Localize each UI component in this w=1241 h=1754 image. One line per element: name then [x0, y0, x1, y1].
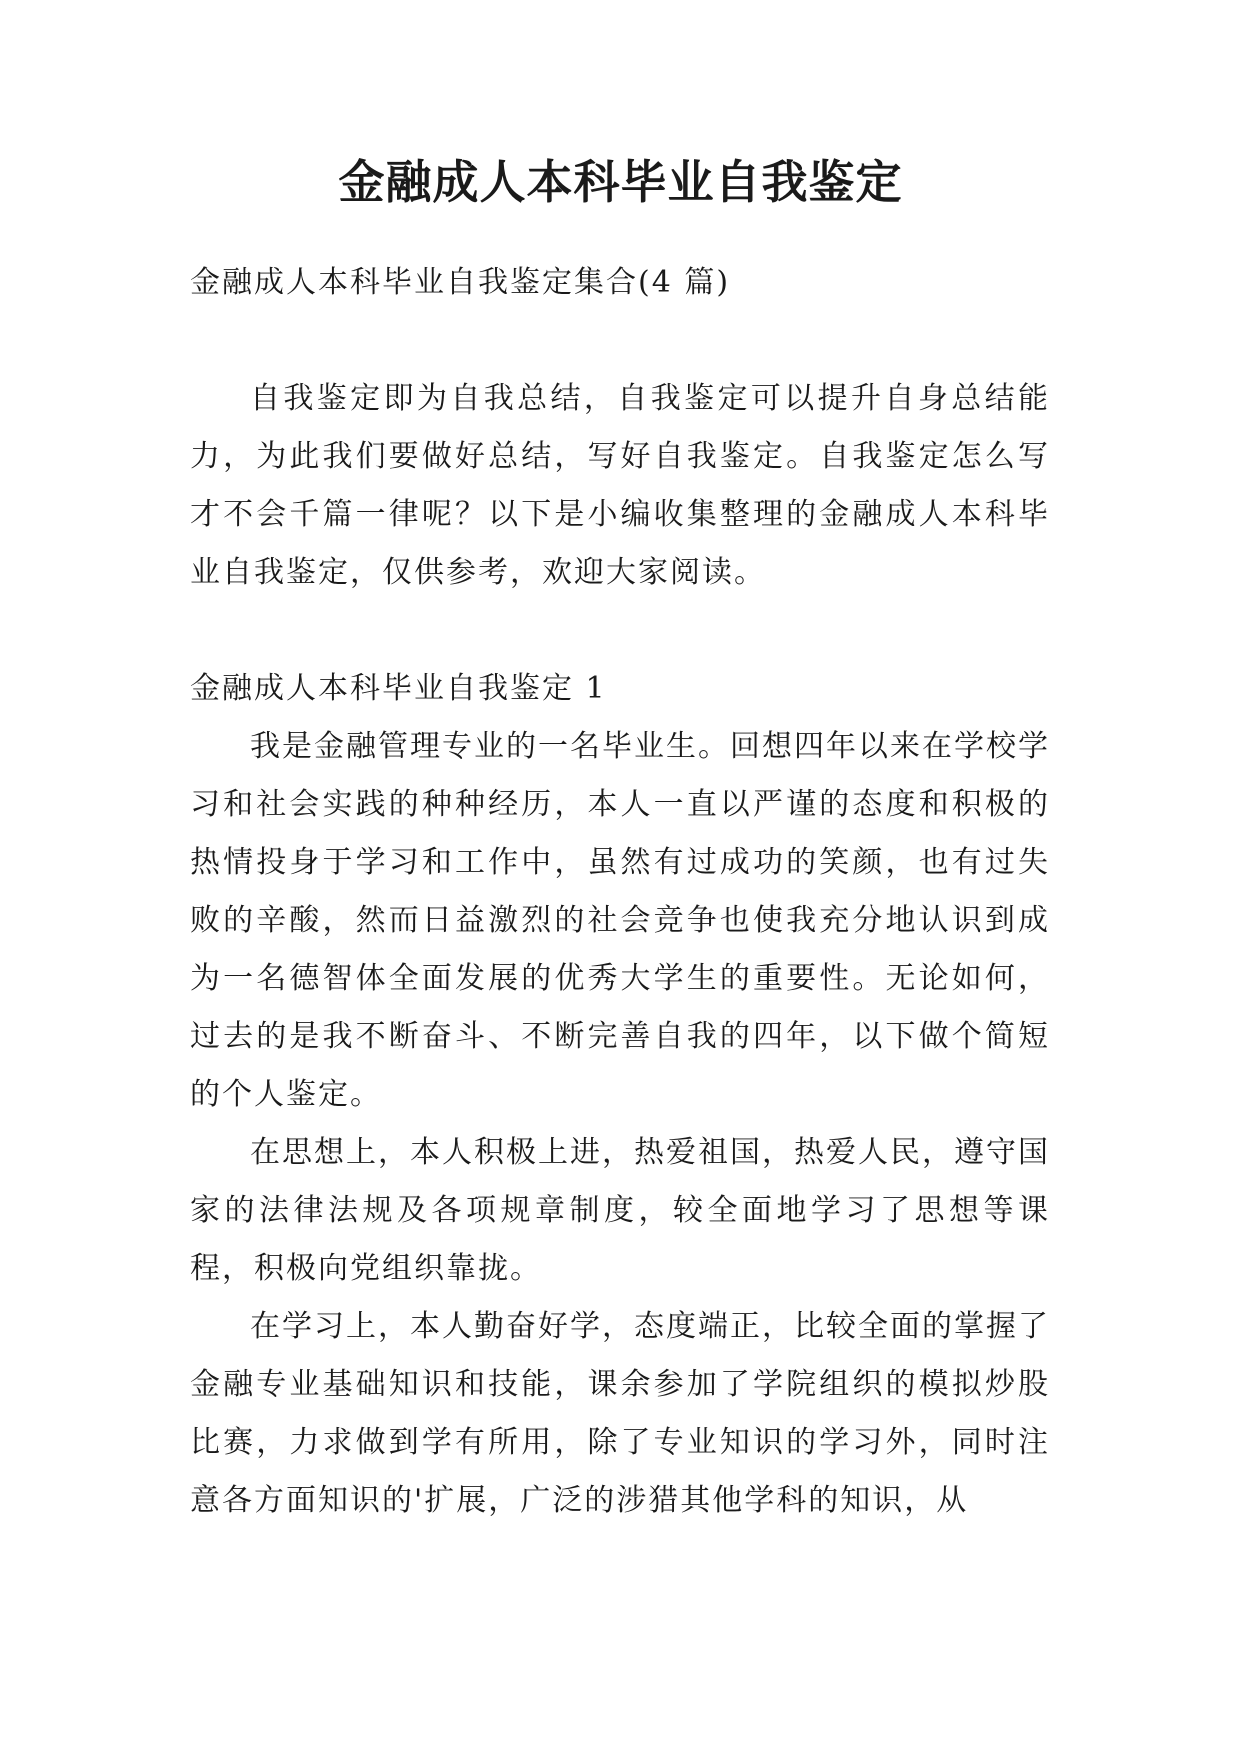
- body-paragraph-1: 我是金融管理专业的一名毕业生。回想四年以来在学校学习和社会实践的种种经历，本人一直以严谨的态度和积极的热情投身于学习和工作中，虽然有过成功的笑颜，也有过失败的辛酸，然而日益激烈的社会竞争也使我充分地认识到成为一名德智体全面发展的优秀大学生的重要性。无论如何，过去的是我不断奋斗、不断完善自我的四年，以下做个简短的个人鉴定。: [190, 729, 1050, 1112]
- spacer: [190, 602, 1050, 660]
- body-paragraph-2: 在思想上，本人积极上进，热爱祖国，热爱人民，遵守国家的法律法规及各项规章制度，较全面地学习了思想等课程，积极向党组织靠拢。: [190, 1135, 1050, 1286]
- body-paragraph-3: 在学习上，本人勤奋好学，态度端正，比较全面的掌握了金融专业基础知识和技能，课余参加了学院组织的模拟炒股比赛，力求做到学有所用，除了专业知识的学习外，同时注意各方面知识的'扩展，广泛的涉猎其他学科的知识，从: [190, 1309, 1050, 1518]
- spacer: [190, 312, 1050, 370]
- document-title: 金融成人本科毕业自我鉴定: [338, 155, 903, 209]
- intro-paragraph: 自我鉴定即为自我总结，自我鉴定可以提升自身总结能力，为此我们要做好总结，写好自我鉴定。自我鉴定怎么写才不会千篇一律呢？以下是小编收集整理的金融成人本科毕业自我鉴定，仅供参考，欢迎大家阅读。: [190, 381, 1050, 590]
- document-subtitle: 金融成人本科毕业自我鉴定集合(4 篇): [190, 265, 731, 300]
- section-heading: 金融成人本科毕业自我鉴定 1: [190, 671, 607, 706]
- document-body: [190, 254, 1050, 1530]
